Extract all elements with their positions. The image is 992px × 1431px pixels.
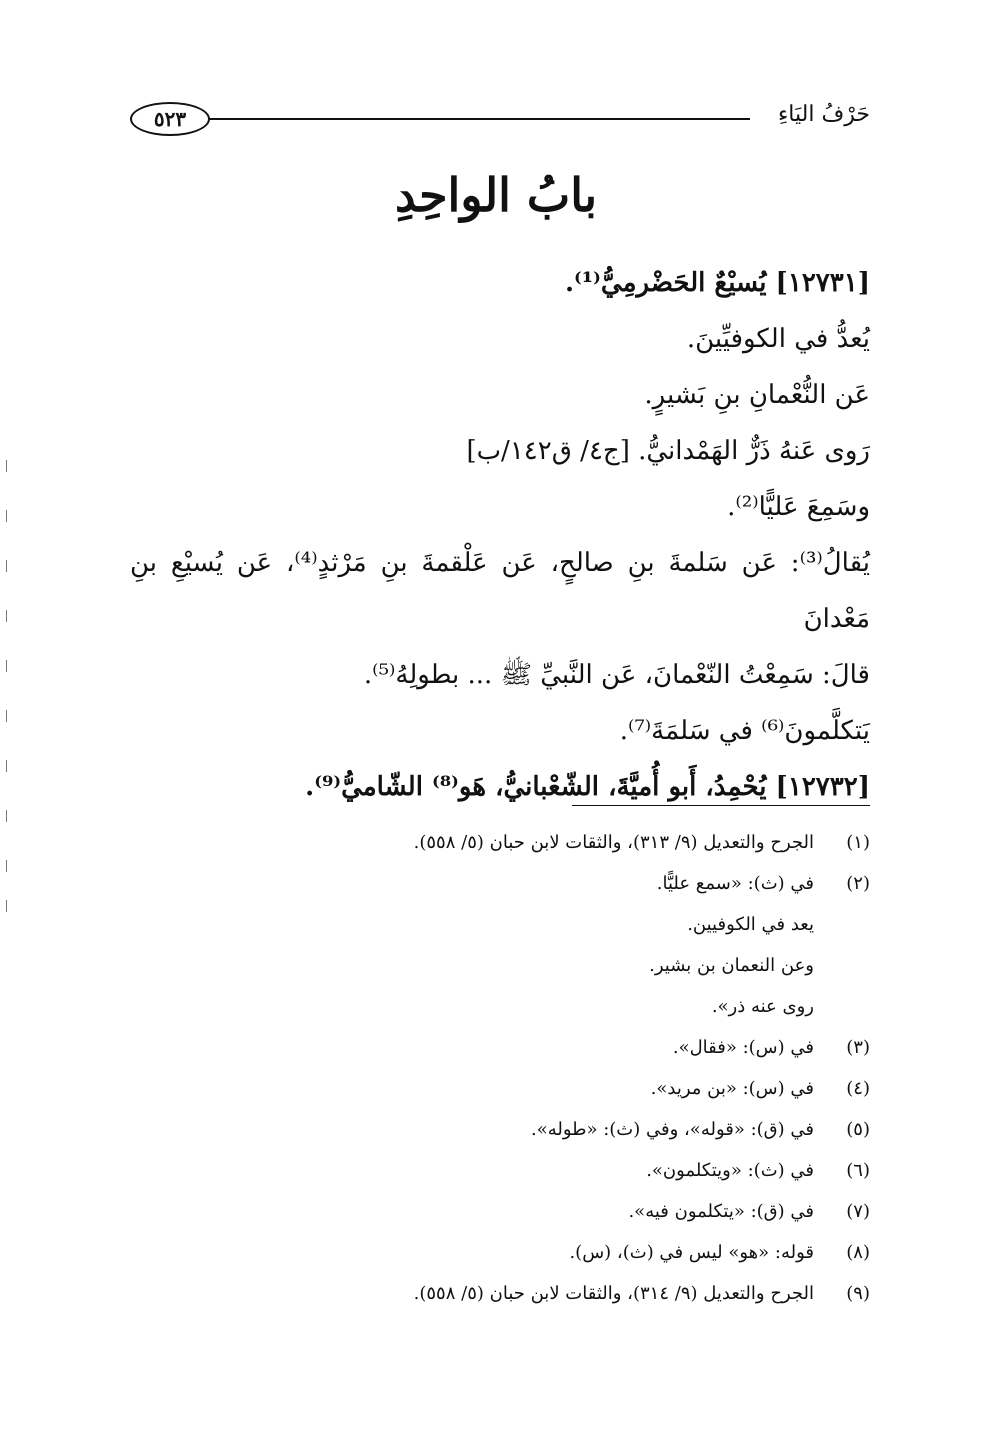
margin-tick	[6, 610, 7, 622]
margin-tick	[6, 560, 7, 572]
footnotes	[300, 822, 870, 1314]
footnote-separator	[572, 805, 870, 806]
text-line: قالَ: سَمِعْتُ النّعْمانَ، عَن النَّبيِّ ﷺ ... بطولِهُ⁽⁵⁾.	[363, 660, 870, 690]
footnote-number: (٣)	[846, 1037, 870, 1058]
text-line: يُقالُ⁽³⁾: عَن سَلمةَ بنِ صالحٍ، عَن عَلْقمةَ بنِ مَرْثدٍ⁽⁴⁾، عَن يُسيْعِ بنِ مَعْدانَ	[130, 548, 870, 634]
margin-tick	[6, 510, 7, 522]
running-title: حَرْفُ اليَاءِ	[777, 102, 870, 127]
footnote-text: روى عنه ذر».	[711, 996, 814, 1017]
footnote-number: (٩)	[846, 1283, 870, 1304]
footnote-text: في (ث): «سمع عليًّا.	[656, 873, 814, 894]
entry-heading-12732: [١٢٧٣٢] يُحْمِدُ، أَبو أُميَّةَ، الشّعْبانيُّ، هَو⁽⁸⁾ الشّاميُّ⁽⁹⁾.	[305, 772, 870, 802]
page-number: ٥٢٣	[130, 102, 210, 136]
main-text	[130, 255, 870, 815]
text-line: رَوى عَنهُ ذَرٌّ الهَمْدانيُّ. [ج٤/ ق١٤٢/ب]	[466, 436, 870, 466]
footnote-4	[300, 1068, 870, 1109]
footnote-number: (٨)	[846, 1242, 870, 1263]
footnote-number: (١)	[846, 832, 870, 853]
footnote-5	[300, 1109, 870, 1150]
margin-tick	[6, 710, 7, 722]
chapter-title: بابُ الواحِدِ	[394, 168, 598, 222]
footnote-number: (٢)	[846, 873, 870, 894]
text-line: يَتكلَّمونَ⁽⁶⁾ في سَلمَةَ⁽⁷⁾.	[619, 716, 870, 746]
margin-tick	[6, 460, 7, 472]
margin-tick	[6, 760, 7, 772]
margin-tick	[6, 810, 7, 822]
footnote-number: (٤)	[846, 1078, 870, 1099]
footnote-3	[300, 1027, 870, 1068]
footnote-text: الجرح والتعديل (٩/ ٣١٤)، والثقات لابن حبان (٥/ ٥٥٨).	[413, 1283, 814, 1304]
footnote-text: قوله: «هو» ليس في (ث)، (س).	[569, 1242, 814, 1263]
footnote-text: في (ث): «ويتكلمون».	[646, 1160, 814, 1181]
footnote-9	[300, 1273, 870, 1314]
footnote-text: في (ق): «قوله»، وفي (ث): «طوله».	[530, 1119, 814, 1140]
footnote-number: (٧)	[846, 1201, 870, 1222]
footnote-6	[300, 1150, 870, 1191]
margin-tick	[6, 860, 7, 872]
margin-tick	[6, 900, 7, 912]
footnote-text: في (س): «بن مريد».	[650, 1078, 814, 1099]
text-line: وسَمِعَ عَليًّا⁽²⁾.	[727, 492, 870, 522]
footnote-text: في (س): «فقال».	[672, 1037, 814, 1058]
running-header	[130, 100, 870, 140]
text-line: يُعدُّ في الكوفيِّينَ.	[686, 324, 870, 354]
header-rule	[208, 118, 750, 120]
margin-tick	[6, 660, 7, 672]
scan-margin-marks	[6, 460, 10, 920]
footnote-2-continued	[300, 904, 870, 945]
footnote-text: يعد في الكوفيين.	[687, 914, 814, 935]
footnote-1	[300, 822, 870, 863]
footnote-text: وعن النعمان بن بشير.	[649, 955, 814, 976]
footnote-2	[300, 863, 870, 904]
footnote-7	[300, 1191, 870, 1232]
footnote-text: في (ق): «يتكلمون فيه».	[628, 1201, 814, 1222]
entry-heading-12731: [١٢٧٣١] يُسيْعٌ الحَضْرمِيُّ⁽¹⁾.	[564, 268, 870, 298]
footnote-2-continued	[300, 986, 870, 1027]
footnote-number: (٥)	[846, 1119, 870, 1140]
footnote-text: الجرح والتعديل (٩/ ٣١٣)، والثقات لابن حبان (٥/ ٥٥٨).	[413, 832, 814, 853]
footnote-number: (٦)	[846, 1160, 870, 1181]
footnote-8	[300, 1232, 870, 1273]
footnote-2-continued	[300, 945, 870, 986]
text-line: عَن النُّعْمانِ بنِ بَشيرٍ.	[644, 380, 870, 410]
